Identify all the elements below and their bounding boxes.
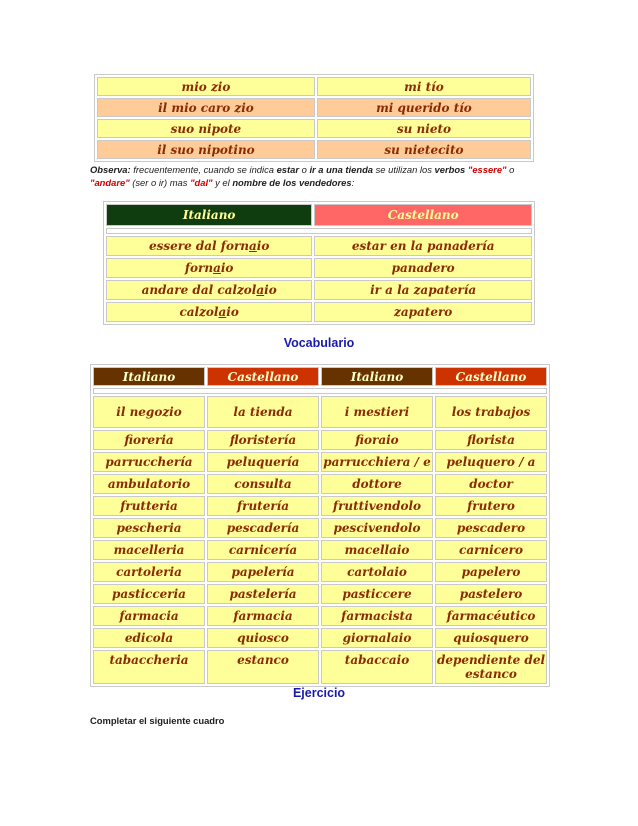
spanish-cell: quiosco [207,628,319,648]
spanish-cell: frutero [435,496,547,516]
observa-text: : [351,176,355,188]
observa-text: o [299,164,310,175]
observa-text: frecuentemente, cuando se indica [130,164,277,175]
vocab-row [93,540,547,560]
italian-text: calzol [179,305,219,319]
spanish-cell: peluquería [207,452,319,472]
verb-row [106,280,532,300]
header-italiano: Italiano [321,367,433,386]
spanish-cell: doctor [435,474,547,494]
header-castellano: Castellano [314,204,532,226]
observa-text: (ser o ir) mas [129,176,191,188]
spanish-cell: consulta [207,474,319,494]
stressed-letter: a [249,239,257,253]
family-table [94,74,534,162]
vocab-row [93,606,547,626]
italian-cell: fioreria [93,430,205,450]
italian-cell [106,302,312,322]
family-row [97,140,531,159]
observa-essere: "essere" [467,164,507,175]
italian-cell: dottore [321,474,433,494]
header-italiano: Italiano [106,204,312,226]
header-castellano: Castellano [207,367,319,386]
italian-cell: tabaccheria [93,650,205,684]
italian-cell: farmacia [93,606,205,626]
spanish-cell: farmacéutico [435,606,547,626]
spanish-cell: carnicero [435,540,547,560]
italian-cell [106,280,312,300]
italian-cell: macelleria [93,540,205,560]
italian-cell: farmacista [321,606,433,626]
spanish-cell: pescadero [435,518,547,538]
spanish-cell: frutería [207,496,319,516]
italian-text: io [256,239,270,253]
family-row [97,77,531,96]
spanish-cell: farmacia [207,606,319,626]
spanish-cell: pescadería [207,518,319,538]
vocab-row [93,452,547,472]
italian-cell [106,236,312,256]
italian-cell: fruttivendolo [321,496,433,516]
italian-cell: mio zio [97,77,315,96]
spanish-cell: carnicería [207,540,319,560]
observa-andare: "andare" [90,176,130,188]
spacer-row [106,228,532,234]
italian-cell [106,258,312,278]
vocabulary-table [90,364,550,687]
italian-text: io [220,261,234,275]
italian-cell: i mestieri [321,396,433,428]
italian-cell: giornalaio [321,628,433,648]
spanish-cell: papelero [435,562,547,582]
stressed-letter: a [218,305,227,319]
italian-cell: pescivendolo [321,518,433,538]
spanish-cell: papelería [207,562,319,582]
italian-text: forn [184,261,214,275]
italian-cell: macellaio [321,540,433,560]
observa-text: o [506,164,515,175]
spanish-cell: su nietecito [317,140,531,159]
vocab-row [93,584,547,604]
italian-cell: il mio caro zio [97,98,315,117]
italian-cell: il negozio [93,396,205,428]
vocab-row [93,474,547,494]
vocab-row [93,496,547,516]
observa-verbos: verbos [434,164,466,175]
verbs-table [103,201,535,325]
italian-text: essere dal forn [148,239,249,253]
spanish-cell: su nieto [317,119,531,138]
completar-instruction: Completar el siguiente cuadro [90,715,225,726]
italian-text: io [264,283,277,297]
italian-cell: tabaccaio [321,650,433,684]
ejercicio-heading: Ejercicio [292,686,346,700]
spanish-cell: panadero [314,258,532,278]
family-row [97,98,531,117]
italian-text: io [226,305,239,319]
verb-row [106,236,532,256]
spanish-cell: mi tío [317,77,531,96]
italian-cell: parrucchería [93,452,205,472]
observa-label: Observa: [90,164,131,175]
spanish-cell: floristería [207,430,319,450]
italian-cell: cartoleria [93,562,205,582]
italian-cell: fioraio [321,430,433,450]
italian-cell: pasticcere [321,584,433,604]
vocab-row [93,562,547,582]
italian-cell: suo nipote [97,119,315,138]
observa-text: y el [212,176,233,188]
observa-note [90,164,550,189]
italian-cell: parrucchiera / e [321,452,433,472]
spanish-cell: mi querido tío [317,98,531,117]
italian-cell: pescheria [93,518,205,538]
italian-cell: ambulatorio [93,474,205,494]
italian-cell: cartolaio [321,562,433,582]
verb-row [106,258,532,278]
spanish-cell: peluquero / a [435,452,547,472]
spacer-row [93,388,547,394]
spanish-cell: la tienda [207,396,319,428]
stressed-letter: a [213,261,221,275]
vocab-row [93,430,547,450]
vocab-row [93,650,547,684]
stressed-letter: a [256,283,265,297]
spanish-cell: pastelería [207,584,319,604]
italian-text: andare dal calzol [141,283,257,297]
observa-ir: ir a una tienda [309,164,374,175]
vocab-row [93,628,547,648]
spanish-cell: estar en la panadería [314,236,532,256]
italian-cell: il suo nipotino [97,140,315,159]
verb-row [106,302,532,322]
spanish-cell: quiosquero [435,628,547,648]
vocabulario-heading: Vocabulario [283,336,355,350]
spanish-cell: zapatero [314,302,532,322]
spanish-cell: estanco [207,650,319,684]
family-row [97,119,531,138]
italian-cell: frutteria [93,496,205,516]
spanish-cell: dependiente del estanco [435,650,547,684]
vocab-row [93,518,547,538]
header-italiano: Italiano [93,367,205,386]
observa-text: se utilizan los [373,164,435,175]
spanish-cell: pastelero [435,584,547,604]
observa-estar: estar [276,164,300,175]
italian-cell: edicola [93,628,205,648]
spanish-cell: florista [435,430,547,450]
header-castellano: Castellano [435,367,547,386]
italian-cell: pasticceria [93,584,205,604]
observa-dal: "dal" [190,176,213,188]
spanish-cell: ir a la zapatería [314,280,532,300]
vocab-row [93,396,547,428]
spanish-cell: los trabajos [435,396,547,428]
observa-nombre: nombre de los vendedores [232,176,352,188]
